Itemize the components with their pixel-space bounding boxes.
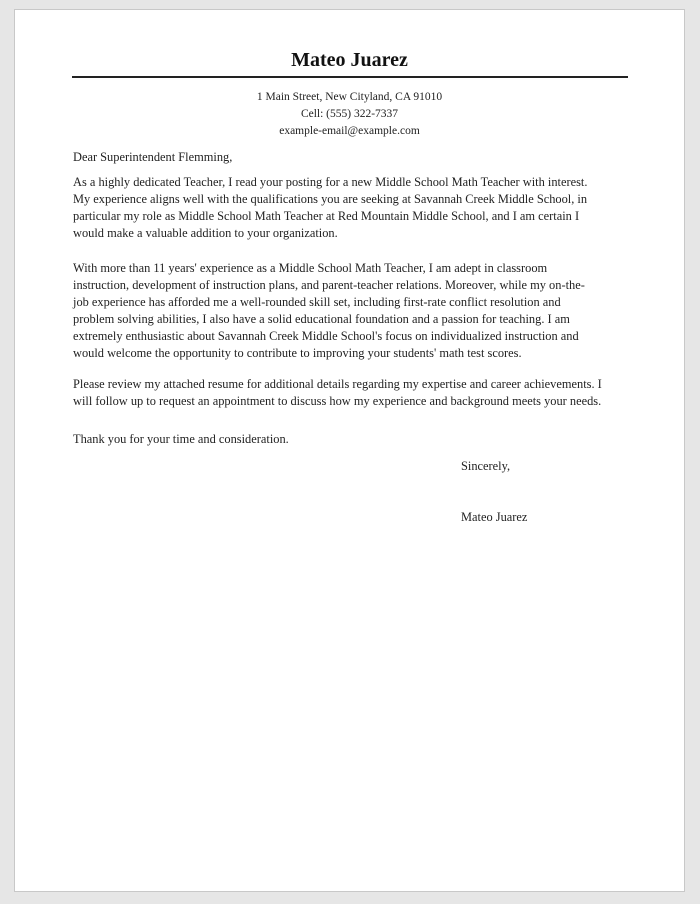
paragraph-line: problem solving abilities, I also have a solid educational foundation and a passion for teaching. I am bbox=[73, 312, 570, 326]
paragraph-line: will follow up to request an appointment to discuss how my experience and background meets your needs. bbox=[73, 394, 602, 408]
paragraph-line: My experience aligns well with the qualifications you are seeking at Savannah Creek Middle School, in bbox=[73, 192, 588, 206]
paragraph-line: would make a valuable addition to your organization. bbox=[73, 226, 338, 240]
paragraph-line: instruction, development of instruction plans, and parent-teacher relations. Moreover, while my on-the- bbox=[73, 278, 585, 292]
paragraph-1 bbox=[73, 174, 633, 242]
contact-address: 1 Main Street, New Cityland, CA 91010 bbox=[256, 91, 443, 103]
closing: Sincerely, bbox=[461, 459, 511, 473]
paragraph-2 bbox=[73, 260, 633, 362]
letter-page bbox=[14, 9, 685, 892]
contact-email: example-email@example.com bbox=[279, 125, 420, 137]
contact-phone: Cell: (555) 322-7337 bbox=[300, 108, 399, 120]
header-divider bbox=[72, 76, 628, 78]
paragraph-line: particular my role as Middle School Math Teacher at Red Mountain Middle School, and I am certain I bbox=[73, 209, 580, 223]
contact-block bbox=[15, 89, 684, 140]
signature-name: Mateo Juarez bbox=[461, 510, 528, 524]
thanks-line: Thank you for your time and consideration. bbox=[73, 432, 289, 446]
salutation: Dear Superintendent Flemming, bbox=[73, 150, 233, 164]
paragraph-line: As a highly dedicated Teacher, I read your posting for a new Middle School Math Teacher with interest. bbox=[73, 175, 588, 189]
paragraph-line: would welcome the opportunity to contribute to improving your students' math test scores. bbox=[73, 346, 522, 360]
paragraph-line: Please review my attached resume for additional details regarding my expertise and career achievements. I bbox=[73, 377, 602, 391]
paragraph-line: With more than 11 years' experience as a Middle School Math Teacher, I am adept in classroom bbox=[73, 261, 548, 275]
paragraph-line: job experience has afforded me a well-rounded skill set, including first-rate conflict resolution and bbox=[73, 295, 561, 309]
sender-name: Mateo Juarez bbox=[291, 49, 408, 71]
paragraph-3 bbox=[73, 376, 633, 410]
paragraph-line: extremely enthusiastic about Savannah Creek Middle School's focus on individualized instruction and bbox=[73, 329, 579, 343]
